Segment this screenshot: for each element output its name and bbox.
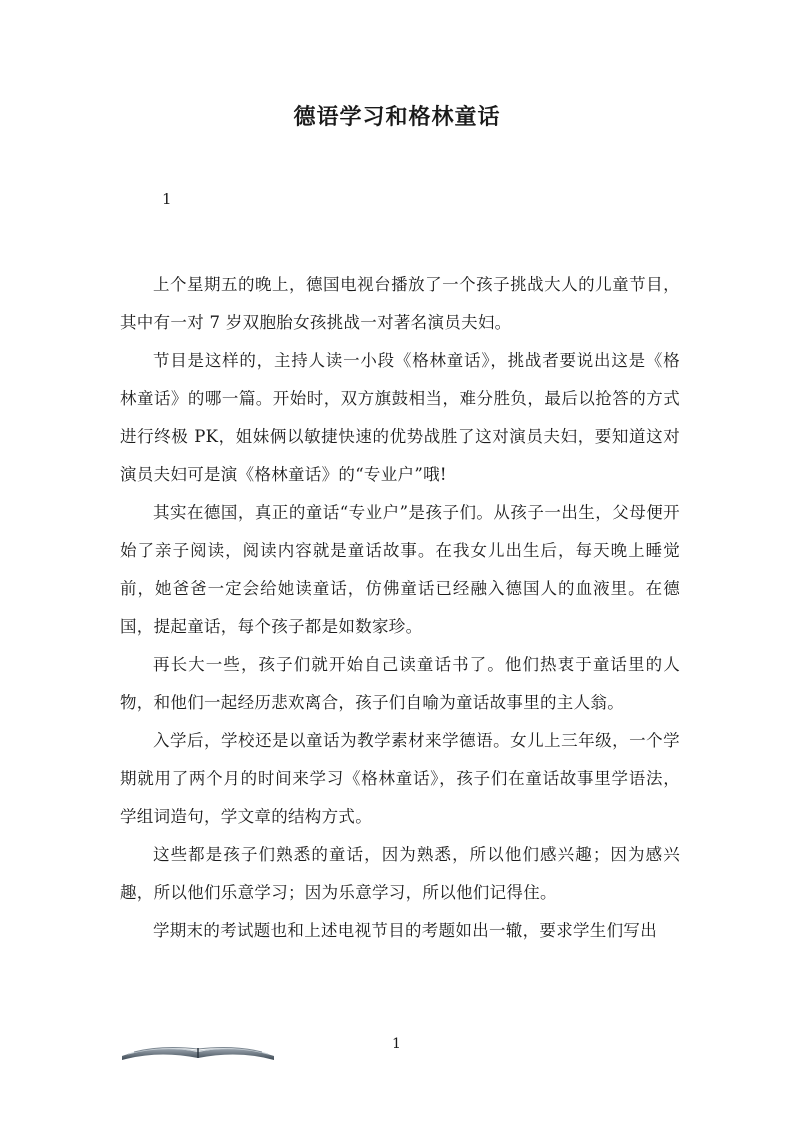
paragraph: 入学后，学校还是以童话为教学素材来学德语。女儿上三年级，一个学期就用了两个月的时间来学习《格林童话》，孩子们在童话故事里学语法，学组词造句，学文章的结构方式。 (120, 731, 680, 826)
paragraph: 学期末的考试题也和上述电视节目的考题如出一辙，要求学生们写出 (153, 921, 657, 940)
paragraph: 节目是这样的，主持人读一小段《格林童话》，挑战者要说出这是《格林童话》的哪一篇。开始时，双方旗鼓相当，难分胜负，最后以抢答的方式进行终极 PK，姐妹俩以敏捷快速的优势战胜了这对演员夫妇，要知道这对演员夫妇可是演《格林童话》的“专业户”哦! (120, 351, 680, 484)
document-title: 德语学习和格林童话 (293, 105, 501, 130)
paragraph: 上个星期五的晚上，德国电视台播放了一个孩子挑战大人的儿童节目，其中有一对 7 岁双胞胎女孩挑战一对著名演员夫妇。 (120, 275, 680, 332)
paragraph: 再长大一些，孩子们就开始自己读童话书了。他们热衷于童话里的人物，和他们一起经历悲欢离合，孩子们自喻为童话故事里的主人翁。 (120, 655, 680, 712)
document-body (120, 266, 680, 950)
paragraph: 其实在德国，真正的童话“专业户”是孩子们。从孩子一出生，父母便开始了亲子阅读，阅读内容就是童话故事。在我女儿出生后，每天晚上睡觉前，她爸爸一定会给她读童话，仿佛童话已经融入德国人的血液里。在德国，提起童话，每个孩子都是如数家珍。 (120, 503, 680, 636)
paragraph: 这些都是孩子们熟悉的童话，因为熟悉，所以他们感兴趣；因为感兴趣，所以他们乐意学习；因为乐意学习，所以他们记得住。 (120, 845, 680, 902)
page-number: 1 (392, 1036, 401, 1052)
open-book-icon (118, 1036, 278, 1062)
section-number: 1 (162, 190, 172, 208)
